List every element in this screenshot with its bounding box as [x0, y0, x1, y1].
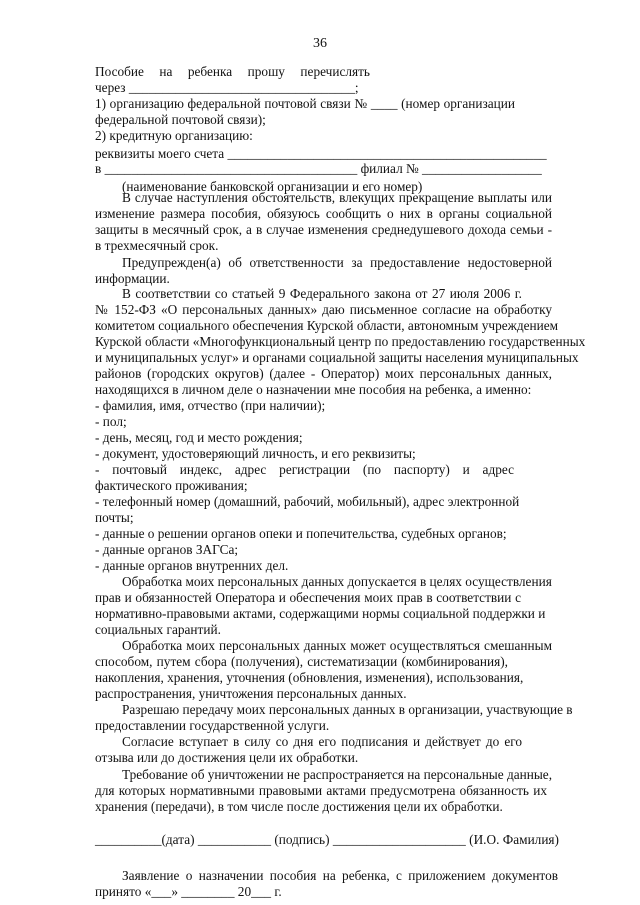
- text-line: 2) кредитную организацию:: [95, 128, 253, 143]
- text-line: В соответствии со статьей 9 Федерального закона от 27 июля 2006 г.: [122, 286, 522, 301]
- text-line: __________(дата) ___________ (подпись) ____________________ (И.О. Фамилия): [95, 832, 559, 847]
- text-line: Заявление о назначении пособия на ребенка, с приложением документов: [122, 868, 558, 883]
- text-line: 1) организацию федеральной почтовой связи № ____ (номер организации: [95, 96, 515, 111]
- text-line: комитетом социального обеспечения Курской области, автономным учреждением: [95, 318, 559, 333]
- text-line: № 152-ФЗ «О персональных данных» даю письменное согласие на обработку: [95, 302, 552, 317]
- text-line: в трехмесячный срок.: [95, 238, 219, 253]
- text-line: накопления, хранения, уточнения (обновления, изменения), использования,: [95, 670, 524, 685]
- text-line: В случае наступления обстоятельств, влекущих прекращение выплаты или: [122, 190, 552, 205]
- text-line: информации.: [95, 271, 170, 286]
- text-line: принято «___» ________ 20___ г.: [95, 884, 282, 899]
- text-line: Курской области «Многофункциональный центр по предоставлению государственных: [95, 334, 586, 349]
- text-line: районов (городских округов) (далее - Оператор) моих персональных данных,: [95, 366, 552, 381]
- text-line: фактического проживания;: [95, 478, 248, 493]
- text-line: реквизиты моего счета ________________________________________________: [95, 146, 547, 161]
- text-line: через __________________________________;: [95, 80, 359, 95]
- text-line: - почтовый индекс, адрес регистрации (по паспорту) и адрес: [95, 462, 514, 477]
- text-line: находящихся в личном деле о назначении мне пособия на ребенка, а именно:: [95, 382, 532, 397]
- text-line: хранения (передачи), в том числе после достижения цели их обработки.: [95, 799, 503, 814]
- text-line: (наименование банковской организации и его номер): [122, 179, 423, 194]
- text-line: Требование об уничтожении не распространяется на персональные данные,: [122, 767, 553, 782]
- text-line: Разрешаю передачу моих персональных данных в организации, участвующие в: [122, 702, 573, 717]
- text-line: Обработка моих персональных данных может осуществляться смешанным: [122, 638, 552, 653]
- text-line: - данные органов внутренних дел.: [95, 558, 289, 573]
- text-line: для которых нормативными правовыми актами предусмотрена обязанность их: [95, 783, 547, 798]
- text-line: в ______________________________________ филиал № __________________: [95, 161, 542, 176]
- text-line: отзыва или до достижения цели их обработки.: [95, 750, 359, 765]
- text-line: Пособие на ребенка прошу перечислять: [95, 64, 370, 79]
- text-line: Обработка моих персональных данных допускается в целях осуществления: [122, 574, 552, 589]
- text-line: - данные о решении органов опеки и попечительства, судебных органов;: [95, 526, 507, 541]
- text-line: - фамилия, имя, отчество (при наличии);: [95, 398, 326, 413]
- text-line: - телефонный номер (домашний, рабочий, мобильный), адрес электронной: [95, 494, 520, 509]
- text-line: защиты в месячный срок, а в случае изменения среднедушевого дохода семьи -: [95, 222, 552, 237]
- text-line: - день, месяц, год и место рождения;: [95, 430, 303, 445]
- text-line: почты;: [95, 510, 134, 525]
- text-line: прав и обязанностей Оператора и обеспечения моих прав в соответствии с: [95, 590, 521, 605]
- text-line: социальных гарантий.: [95, 622, 221, 637]
- text-line: изменение размера пособия, обязуюсь сообщить о них в органы социальной: [95, 206, 552, 221]
- text-line: распространения, уничтожения персональных данных.: [95, 686, 407, 701]
- text-line: Согласие вступает в силу со дня его подписания и действует до его: [122, 734, 522, 749]
- text-line: нормативно-правовыми актами, содержащими нормы социальной поддержки и: [95, 606, 546, 621]
- text-line: - документ, удостоверяющий личность, и его реквизиты;: [95, 446, 416, 461]
- text-line: - данные органов ЗАГСа;: [95, 542, 239, 557]
- text-line: и муниципальных услуг» и органами социальной защиты населения муниципальных: [95, 350, 579, 365]
- page-number: 36: [313, 36, 327, 51]
- text-line: способом, путем сбора (получения), систематизации (комбинирования),: [95, 654, 508, 669]
- text-line: федеральной почтовой связи);: [95, 112, 266, 127]
- text-line: предоставлении государственной услуги.: [95, 718, 330, 733]
- text-line: - пол;: [95, 414, 127, 429]
- text-line: Предупрежден(а) об ответственности за предоставление недостоверной: [122, 255, 552, 270]
